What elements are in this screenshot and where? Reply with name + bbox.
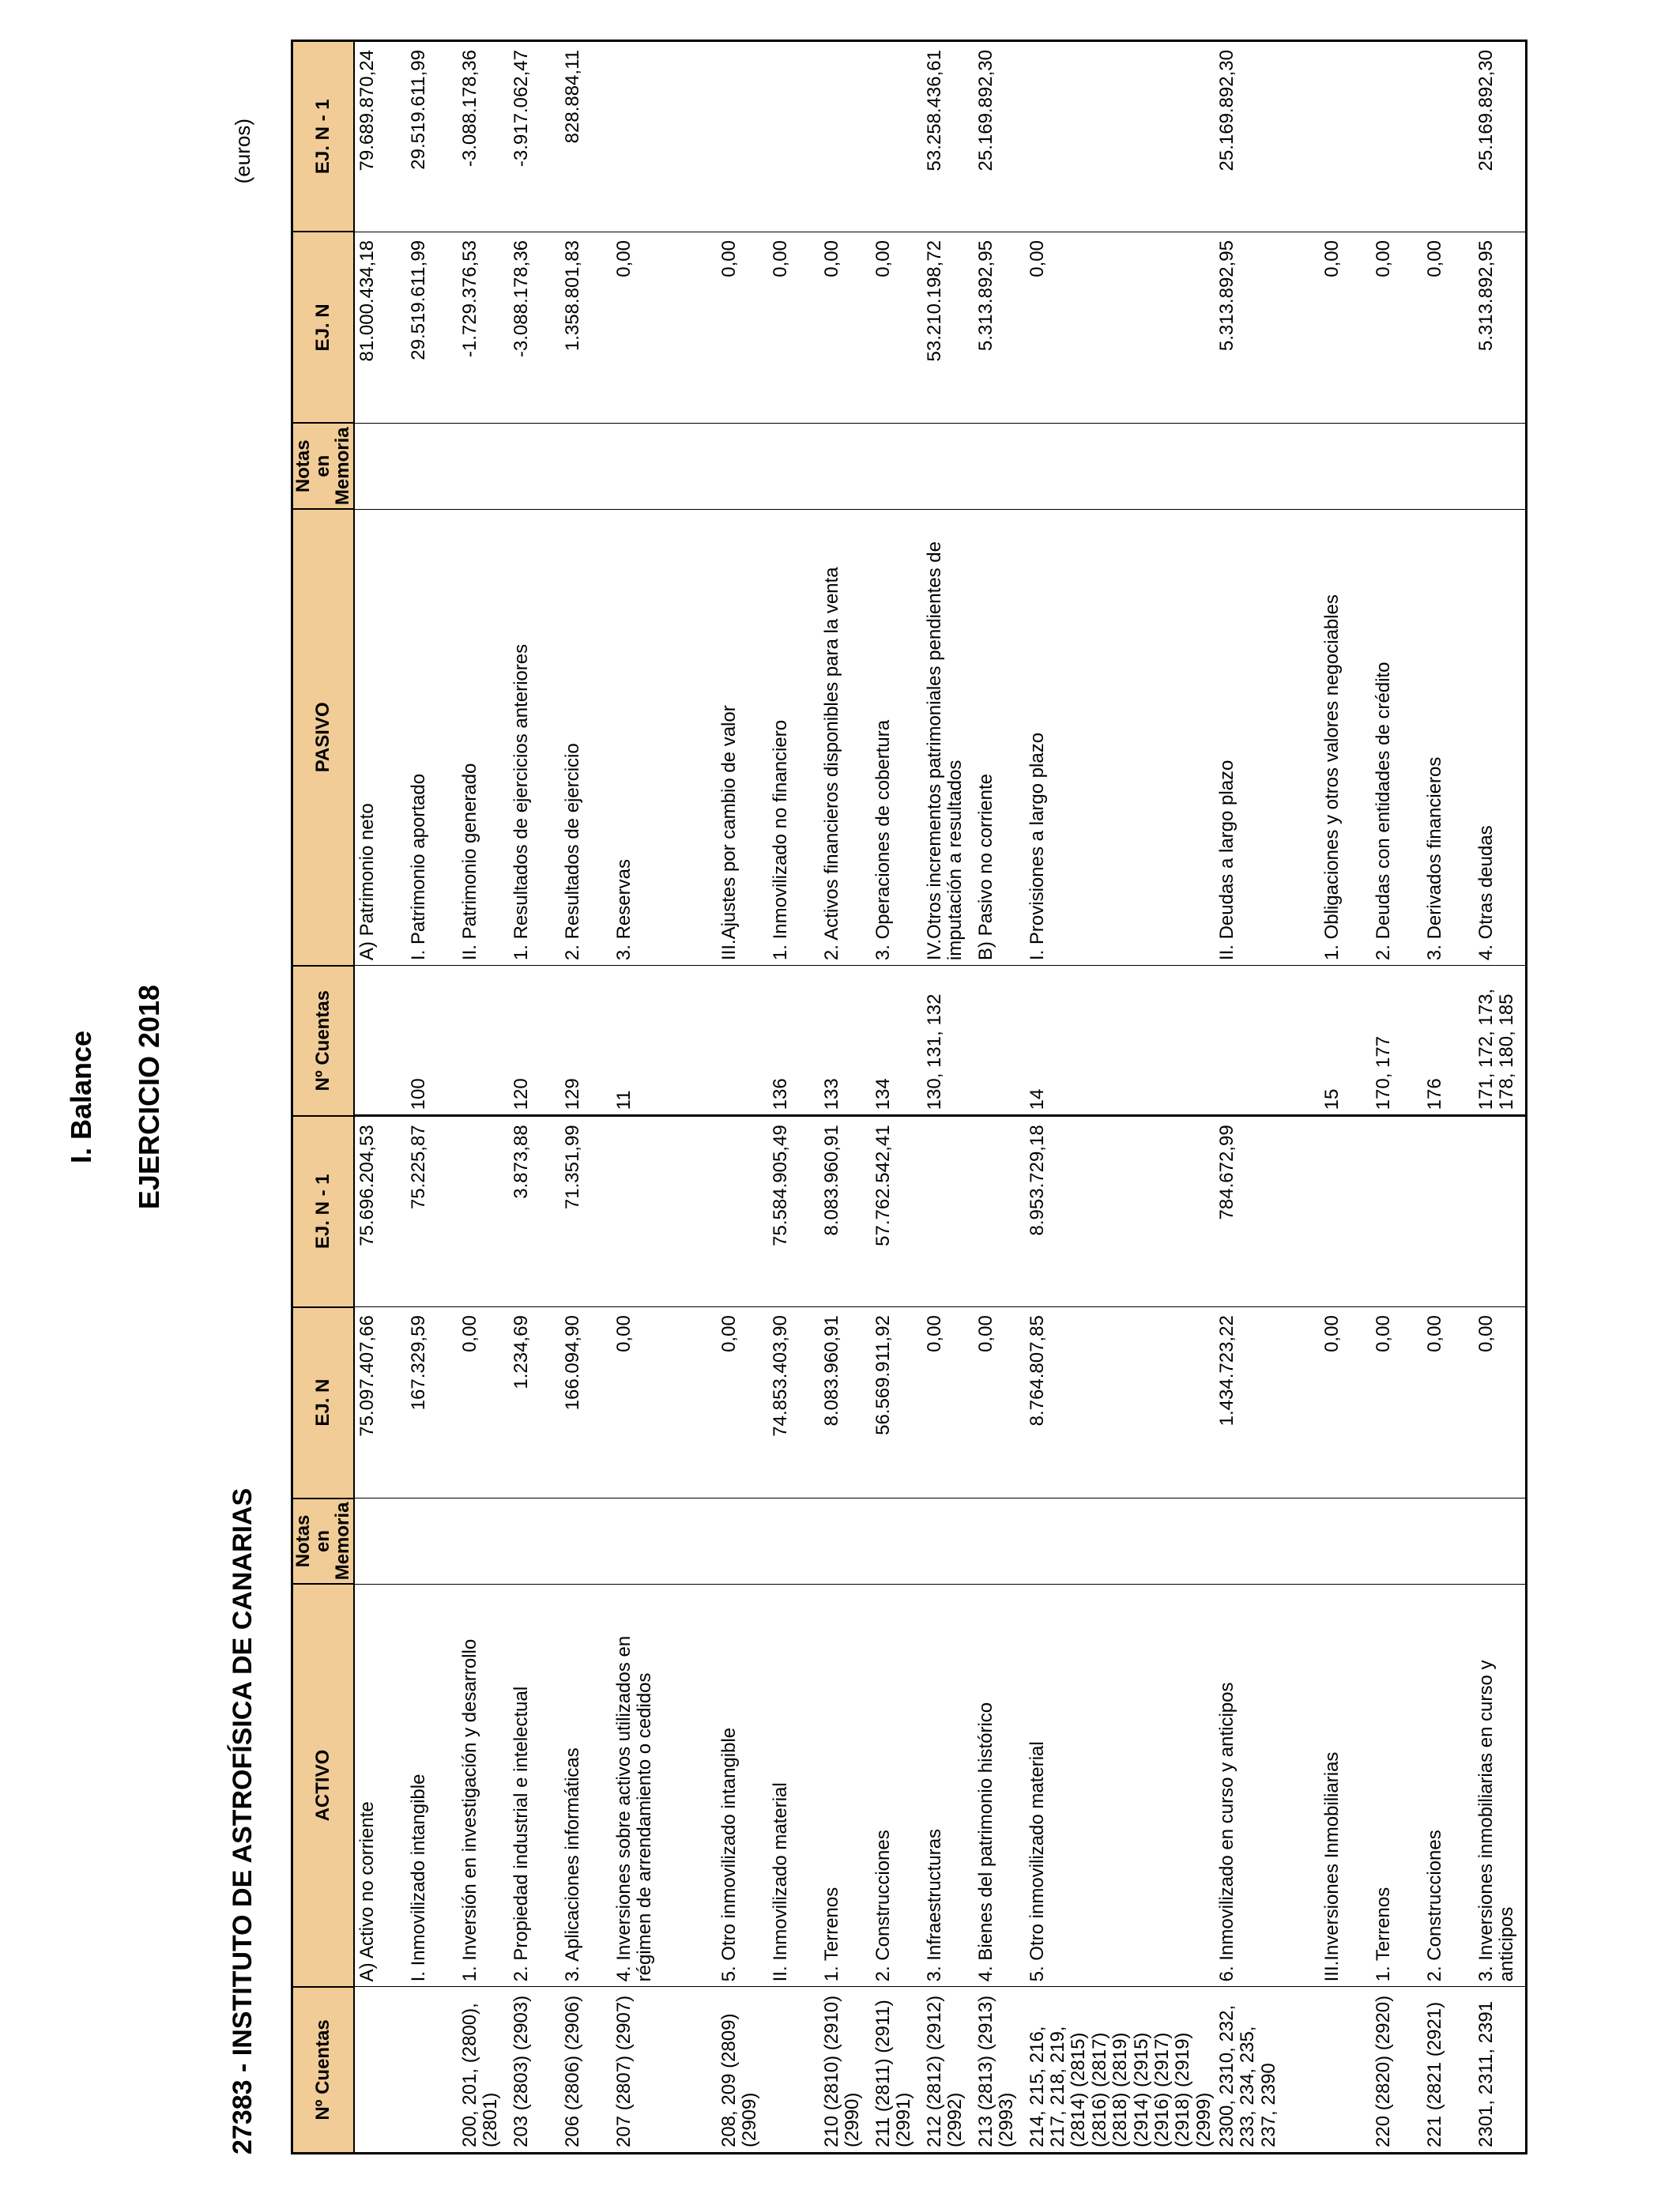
activo-ej-n1-cell bbox=[1422, 1116, 1474, 1307]
activo-ej-n1-cell: 75.696.204,53 bbox=[354, 1116, 406, 1307]
pasivo-ej-n1-cell bbox=[1320, 41, 1371, 232]
pasivo-cuentas-cell: 100 bbox=[406, 966, 458, 1116]
pasivo-cuentas-cell: 171, 172, 173, 178, 180, 185 bbox=[1474, 966, 1527, 1116]
activo-notas-cell bbox=[1025, 1498, 1215, 1585]
balance-table bbox=[291, 40, 1527, 2154]
table-row bbox=[560, 41, 612, 2154]
pasivo-notas-cell bbox=[1025, 423, 1215, 509]
pasivo-label-cell: 3. Operaciones de cobertura bbox=[871, 509, 922, 966]
activo-ej-n-cell: 0,00 bbox=[1474, 1307, 1527, 1498]
pasivo-notas-cell bbox=[819, 423, 871, 509]
pasivo-notas-cell bbox=[509, 423, 560, 509]
table-row bbox=[768, 41, 819, 2154]
activo-label-cell: 2. Propiedad industrial e intelectual bbox=[509, 1584, 560, 1987]
activo-ej-n1-cell: 71.351,99 bbox=[560, 1116, 612, 1307]
pasivo-cuentas-cell bbox=[1215, 966, 1320, 1116]
pasivo-header-notas: Notas en Memoria bbox=[292, 423, 354, 509]
activo-label-cell: 2. Construcciones bbox=[871, 1584, 922, 1987]
pasivo-ej-n-cell: 0,00 bbox=[1371, 232, 1422, 423]
pasivo-ej-n-cell: 0,00 bbox=[1320, 232, 1371, 423]
activo-cuentas-cell: 200, 201, (2800), (2801) bbox=[458, 1987, 509, 2154]
pasivo-label-cell: 3. Derivados financieros bbox=[1422, 509, 1474, 966]
pasivo-notas-cell bbox=[1422, 423, 1474, 509]
activo-label-cell: 4. Bienes del patrimonio histórico bbox=[974, 1584, 1025, 1987]
pasivo-label-cell: IV.Otros incrementos patrimoniales pendientes de imputación a resultados bbox=[922, 509, 974, 966]
pasivo-ej-n-cell: 0,00 bbox=[819, 232, 871, 423]
activo-cuentas-cell: 214, 215, 216, 217, 218, 219, (2814) (2815) (2816) (2817) (2818) (2819) (2914) (2915) (2916) (2917) (2918) (2919) (2999) bbox=[1025, 1987, 1215, 2154]
pasivo-ej-n1-cell bbox=[717, 41, 768, 232]
activo-header-ej-n: EJ. N bbox=[292, 1307, 354, 1498]
pasivo-ej-n-cell: 5.313.892,95 bbox=[974, 232, 1025, 423]
pasivo-cuentas-cell: 130, 131, 132 bbox=[922, 966, 974, 1116]
activo-cuentas-cell: 203 (2803) (2903) bbox=[509, 1987, 560, 2154]
table-row bbox=[871, 41, 922, 2154]
activo-cuentas-cell: 212 (2812) (2912) (2992) bbox=[922, 1987, 974, 2154]
table-row bbox=[509, 41, 560, 2154]
activo-label-cell: 2. Construcciones bbox=[1422, 1584, 1474, 1987]
activo-ej-n1-cell: 75.584.905,49 bbox=[768, 1116, 819, 1307]
activo-ej-n1-cell bbox=[1371, 1116, 1422, 1307]
activo-ej-n-cell: 0,00 bbox=[922, 1307, 974, 1498]
activo-cuentas-cell: 221 (2821 (2921) bbox=[1422, 1987, 1474, 2154]
table-row bbox=[458, 41, 509, 2154]
pasivo-notas-cell bbox=[768, 423, 819, 509]
table-row bbox=[1474, 41, 1527, 2154]
pasivo-notas-cell bbox=[1474, 423, 1527, 509]
pasivo-notas-cell bbox=[974, 423, 1025, 509]
activo-label-cell: 6. Inmovilizado en curso y anticipos bbox=[1215, 1584, 1320, 1987]
pasivo-label-cell: II. Deudas a largo plazo bbox=[1215, 509, 1320, 966]
activo-cuentas-cell: 210 (2810) (2910) (2990) bbox=[819, 1987, 871, 2154]
pasivo-notas-cell bbox=[871, 423, 922, 509]
pasivo-ej-n-cell: 0,00 bbox=[871, 232, 922, 423]
activo-notas-cell bbox=[768, 1498, 819, 1585]
page-title: I. Balance bbox=[65, 1030, 97, 1164]
activo-ej-n-cell: 56.569.911,92 bbox=[871, 1307, 922, 1498]
pasivo-cuentas-cell bbox=[974, 966, 1025, 1116]
pasivo-ej-n1-cell: 25.169.892,30 bbox=[1474, 41, 1527, 232]
pasivo-notas-cell bbox=[717, 423, 768, 509]
pasivo-cuentas-cell: 170, 177 bbox=[1371, 966, 1422, 1116]
activo-notas-cell bbox=[717, 1498, 768, 1585]
activo-cuentas-cell: 2300, 2310, 232, 233, 234, 235, 237, 2390 bbox=[1215, 1987, 1320, 2154]
pasivo-header-ej-n: EJ. N bbox=[292, 232, 354, 423]
pasivo-notas-cell bbox=[1215, 423, 1320, 509]
activo-notas-cell bbox=[974, 1498, 1025, 1585]
activo-label-cell: 1. Inversión en investigación y desarrollo bbox=[458, 1584, 509, 1987]
activo-notas-cell bbox=[1371, 1498, 1422, 1585]
table-row bbox=[717, 41, 768, 2154]
activo-ej-n-cell: 1.234,69 bbox=[509, 1307, 560, 1498]
activo-label-cell: II. Inmovilizado material bbox=[768, 1584, 819, 1987]
activo-header-ej-n1: EJ. N - 1 bbox=[292, 1116, 354, 1307]
header-row bbox=[292, 41, 354, 2154]
pasivo-ej-n-cell: 0,00 bbox=[612, 232, 717, 423]
table-row bbox=[1422, 41, 1474, 2154]
pasivo-cuentas-cell: 136 bbox=[768, 966, 819, 1116]
pasivo-cuentas-cell: 120 bbox=[509, 966, 560, 1116]
activo-ej-n-cell: 0,00 bbox=[717, 1307, 768, 1498]
activo-cuentas-cell: 213 (2813) (2913) (2993) bbox=[974, 1987, 1025, 2154]
activo-ej-n1-cell: 784.672,99 bbox=[1215, 1116, 1320, 1307]
pasivo-cuentas-cell: 11 bbox=[612, 966, 717, 1116]
pasivo-ej-n1-cell: -3.088.178,36 bbox=[458, 41, 509, 232]
activo-notas-cell bbox=[1320, 1498, 1371, 1585]
activo-notas-cell bbox=[1422, 1498, 1474, 1585]
activo-cuentas-cell bbox=[406, 1987, 458, 2154]
activo-label-cell: 3. Infraestructuras bbox=[922, 1584, 974, 1987]
pasivo-notas-cell bbox=[1371, 423, 1422, 509]
pasivo-ej-n-cell: 5.313.892,95 bbox=[1474, 232, 1527, 423]
table-row bbox=[819, 41, 871, 2154]
activo-notas-cell bbox=[922, 1498, 974, 1585]
activo-notas-cell bbox=[871, 1498, 922, 1585]
pasivo-header-label: PASIVO bbox=[292, 509, 354, 966]
activo-ej-n-cell: 167.329,59 bbox=[406, 1307, 458, 1498]
activo-ej-n-cell: 8.764.807,85 bbox=[1025, 1307, 1215, 1498]
activo-ej-n-cell: 75.097.407,66 bbox=[354, 1307, 406, 1498]
pasivo-ej-n-cell: 5.313.892,95 bbox=[1215, 232, 1320, 423]
pasivo-ej-n-cell: 29.519.611,99 bbox=[406, 232, 458, 423]
table-row bbox=[612, 41, 717, 2154]
activo-cuentas-cell: 208, 209 (2809) (2909) bbox=[717, 1987, 768, 2154]
activo-label-cell: 5. Otro inmovilizado intangible bbox=[717, 1584, 768, 1987]
activo-notas-cell bbox=[458, 1498, 509, 1585]
activo-ej-n-cell: 0,00 bbox=[458, 1307, 509, 1498]
pasivo-label-cell: 1. Inmovilizado no financiero bbox=[768, 509, 819, 966]
pasivo-cuentas-cell bbox=[717, 966, 768, 1116]
activo-ej-n-cell: 0,00 bbox=[612, 1307, 717, 1498]
table-row bbox=[1215, 41, 1320, 2154]
activo-ej-n-cell: 0,00 bbox=[1422, 1307, 1474, 1498]
table-row bbox=[1320, 41, 1371, 2154]
activo-ej-n-cell: 1.434.723,22 bbox=[1215, 1307, 1320, 1498]
activo-header-label: ACTIVO bbox=[292, 1584, 354, 1987]
activo-ej-n1-cell bbox=[1320, 1116, 1371, 1307]
pasivo-ej-n1-cell bbox=[1371, 41, 1422, 232]
pasivo-notas-cell bbox=[922, 423, 974, 509]
activo-ej-n1-cell: 75.225,87 bbox=[406, 1116, 458, 1307]
activo-label-cell: III.Inversiones Inmobiliarias bbox=[1320, 1584, 1371, 1987]
activo-ej-n1-cell bbox=[974, 1116, 1025, 1307]
activo-label-cell: 4. Inversiones sobre activos utilizados en régimen de arrendamiento o cedidos bbox=[612, 1584, 717, 1987]
activo-notas-cell bbox=[406, 1498, 458, 1585]
activo-ej-n-cell: 74.853.403,90 bbox=[768, 1307, 819, 1498]
entity-name: 27383 - INSTITUTO DE ASTROFÍSICA DE CANARIAS bbox=[228, 1487, 258, 2154]
page-subtitle: EJERCICIO 2018 bbox=[133, 984, 165, 1210]
activo-ej-n-cell: 8.083.960,91 bbox=[819, 1307, 871, 1498]
pasivo-label-cell: 2. Resultados de ejercicio bbox=[560, 509, 612, 966]
pasivo-ej-n1-cell: 828.884,11 bbox=[560, 41, 612, 232]
pasivo-notas-cell bbox=[612, 423, 717, 509]
pasivo-label-cell: 4. Otras deudas bbox=[1474, 509, 1527, 966]
pasivo-ej-n1-cell bbox=[1422, 41, 1474, 232]
activo-cuentas-cell: 2301, 2311, 2391 bbox=[1474, 1987, 1527, 2154]
pasivo-label-cell: 2. Deudas con entidades de crédito bbox=[1371, 509, 1422, 966]
pasivo-cuentas-cell bbox=[354, 966, 406, 1116]
pasivo-ej-n-cell: 0,00 bbox=[717, 232, 768, 423]
balance-body bbox=[354, 41, 1527, 2154]
pasivo-label-cell: 1. Obligaciones y otros valores negociables bbox=[1320, 509, 1371, 966]
activo-label-cell: 1. Terrenos bbox=[1371, 1584, 1422, 1987]
pasivo-notas-cell bbox=[1320, 423, 1371, 509]
activo-ej-n1-cell: 8.083.960,91 bbox=[819, 1116, 871, 1307]
pasivo-ej-n1-cell: 53.258.436,61 bbox=[922, 41, 974, 232]
pasivo-ej-n1-cell bbox=[871, 41, 922, 232]
activo-label-cell: 1. Terrenos bbox=[819, 1584, 871, 1987]
pasivo-ej-n-cell: -1.729.376,53 bbox=[458, 232, 509, 423]
pasivo-ej-n1-cell: -3.917.062,47 bbox=[509, 41, 560, 232]
pasivo-label-cell: I. Provisiones a largo plazo bbox=[1025, 509, 1215, 966]
pasivo-ej-n-cell: 0,00 bbox=[1422, 232, 1474, 423]
activo-label-cell: A) Activo no corriente bbox=[354, 1584, 406, 1987]
activo-cuentas-cell bbox=[354, 1987, 406, 2154]
pasivo-label-cell: B) Pasivo no corriente bbox=[974, 509, 1025, 966]
pasivo-label-cell: II. Patrimonio generado bbox=[458, 509, 509, 966]
activo-cuentas-cell: 207 (2807) (2907) bbox=[612, 1987, 717, 2154]
activo-label-cell: I. Inmovilizado intangible bbox=[406, 1584, 458, 1987]
activo-label-cell: 3. Aplicaciones informáticas bbox=[560, 1584, 612, 1987]
activo-ej-n-cell: 166.094,90 bbox=[560, 1307, 612, 1498]
table-row bbox=[974, 41, 1025, 2154]
pasivo-notas-cell bbox=[406, 423, 458, 509]
activo-ej-n1-cell bbox=[717, 1116, 768, 1307]
pasivo-cuentas-cell: 134 bbox=[871, 966, 922, 1116]
activo-label-cell: 3. Inversiones inmobiliarias en curso y anticipos bbox=[1474, 1584, 1527, 1987]
activo-ej-n1-cell bbox=[458, 1116, 509, 1307]
activo-notas-cell bbox=[612, 1498, 717, 1585]
pasivo-ej-n-cell: 81.000.434,18 bbox=[354, 232, 406, 423]
activo-notas-cell bbox=[819, 1498, 871, 1585]
pasivo-cuentas-cell: 133 bbox=[819, 966, 871, 1116]
activo-cuentas-cell: 211 (2811) (2911) (2991) bbox=[871, 1987, 922, 2154]
table-row bbox=[922, 41, 974, 2154]
pasivo-notas-cell bbox=[354, 423, 406, 509]
activo-notas-cell bbox=[1215, 1498, 1320, 1585]
activo-cuentas-cell bbox=[768, 1987, 819, 2154]
pasivo-ej-n1-cell bbox=[819, 41, 871, 232]
pasivo-ej-n-cell: -3.088.178,36 bbox=[509, 232, 560, 423]
pasivo-cuentas-cell: 176 bbox=[1422, 966, 1474, 1116]
activo-cuentas-cell: 206 (2806) (2906) bbox=[560, 1987, 612, 2154]
activo-notas-cell bbox=[560, 1498, 612, 1585]
pasivo-ej-n1-cell bbox=[1025, 41, 1215, 232]
activo-header-notas: Notas en Memoria bbox=[292, 1498, 354, 1585]
currency-unit: (euros) bbox=[231, 119, 254, 184]
pasivo-label-cell: 2. Activos financieros disponibles para la venta bbox=[819, 509, 871, 966]
activo-ej-n-cell: 0,00 bbox=[1371, 1307, 1422, 1498]
pasivo-ej-n-cell: 0,00 bbox=[768, 232, 819, 423]
pasivo-cuentas-cell: 14 bbox=[1025, 966, 1215, 1116]
pasivo-label-cell: A) Patrimonio neto bbox=[354, 509, 406, 966]
pasivo-label-cell: 1. Resultados de ejercicios anteriores bbox=[509, 509, 560, 966]
activo-ej-n1-cell bbox=[922, 1116, 974, 1307]
activo-ej-n-cell: 0,00 bbox=[974, 1307, 1025, 1498]
table-row bbox=[1025, 41, 1215, 2154]
pasivo-ej-n-cell: 1.358.801,83 bbox=[560, 232, 612, 423]
pasivo-ej-n1-cell bbox=[612, 41, 717, 232]
activo-cuentas-cell: 220 (2820) (2920) bbox=[1371, 1987, 1422, 2154]
activo-ej-n1-cell: 8.953.729,18 bbox=[1025, 1116, 1215, 1307]
pasivo-ej-n-cell: 53.210.198,72 bbox=[922, 232, 974, 423]
pasivo-ej-n-cell: 0,00 bbox=[1025, 232, 1215, 423]
pasivo-notas-cell bbox=[458, 423, 509, 509]
pasivo-label-cell: 3. Reservas bbox=[612, 509, 717, 966]
activo-ej-n-cell: 0,00 bbox=[1320, 1307, 1371, 1498]
activo-ej-n1-cell: 57.762.542,41 bbox=[871, 1116, 922, 1307]
pasivo-ej-n1-cell bbox=[768, 41, 819, 232]
pasivo-ej-n1-cell: 25.169.892,30 bbox=[1215, 41, 1320, 232]
pasivo-notas-cell bbox=[560, 423, 612, 509]
activo-cuentas-cell bbox=[1320, 1987, 1371, 2154]
pasivo-cuentas-cell: 129 bbox=[560, 966, 612, 1116]
pasivo-cuentas-cell bbox=[458, 966, 509, 1116]
pasivo-ej-n1-cell: 29.519.611,99 bbox=[406, 41, 458, 232]
activo-ej-n1-cell: 3.873,88 bbox=[509, 1116, 560, 1307]
pasivo-ej-n1-cell: 79.689.870,24 bbox=[354, 41, 406, 232]
table-row bbox=[406, 41, 458, 2154]
activo-header-cuentas: Nº Cuentas bbox=[292, 1987, 354, 2154]
table-row bbox=[354, 41, 406, 2154]
pasivo-cuentas-cell: 15 bbox=[1320, 966, 1371, 1116]
pasivo-header-ej-n1: EJ. N - 1 bbox=[292, 41, 354, 232]
pasivo-label-cell: III.Ajustes por cambio de valor bbox=[717, 509, 768, 966]
pasivo-ej-n1-cell: 25.169.892,30 bbox=[974, 41, 1025, 232]
activo-ej-n1-cell bbox=[612, 1116, 717, 1307]
pasivo-header-cuentas: Nº Cuentas bbox=[292, 966, 354, 1116]
activo-ej-n1-cell bbox=[1474, 1116, 1527, 1307]
table-row bbox=[1371, 41, 1422, 2154]
activo-notas-cell bbox=[1474, 1498, 1527, 1585]
activo-notas-cell bbox=[354, 1498, 406, 1585]
pasivo-label-cell: I. Patrimonio aportado bbox=[406, 509, 458, 966]
activo-notas-cell bbox=[509, 1498, 560, 1585]
activo-label-cell: 5. Otro inmovilizado material bbox=[1025, 1584, 1215, 1987]
